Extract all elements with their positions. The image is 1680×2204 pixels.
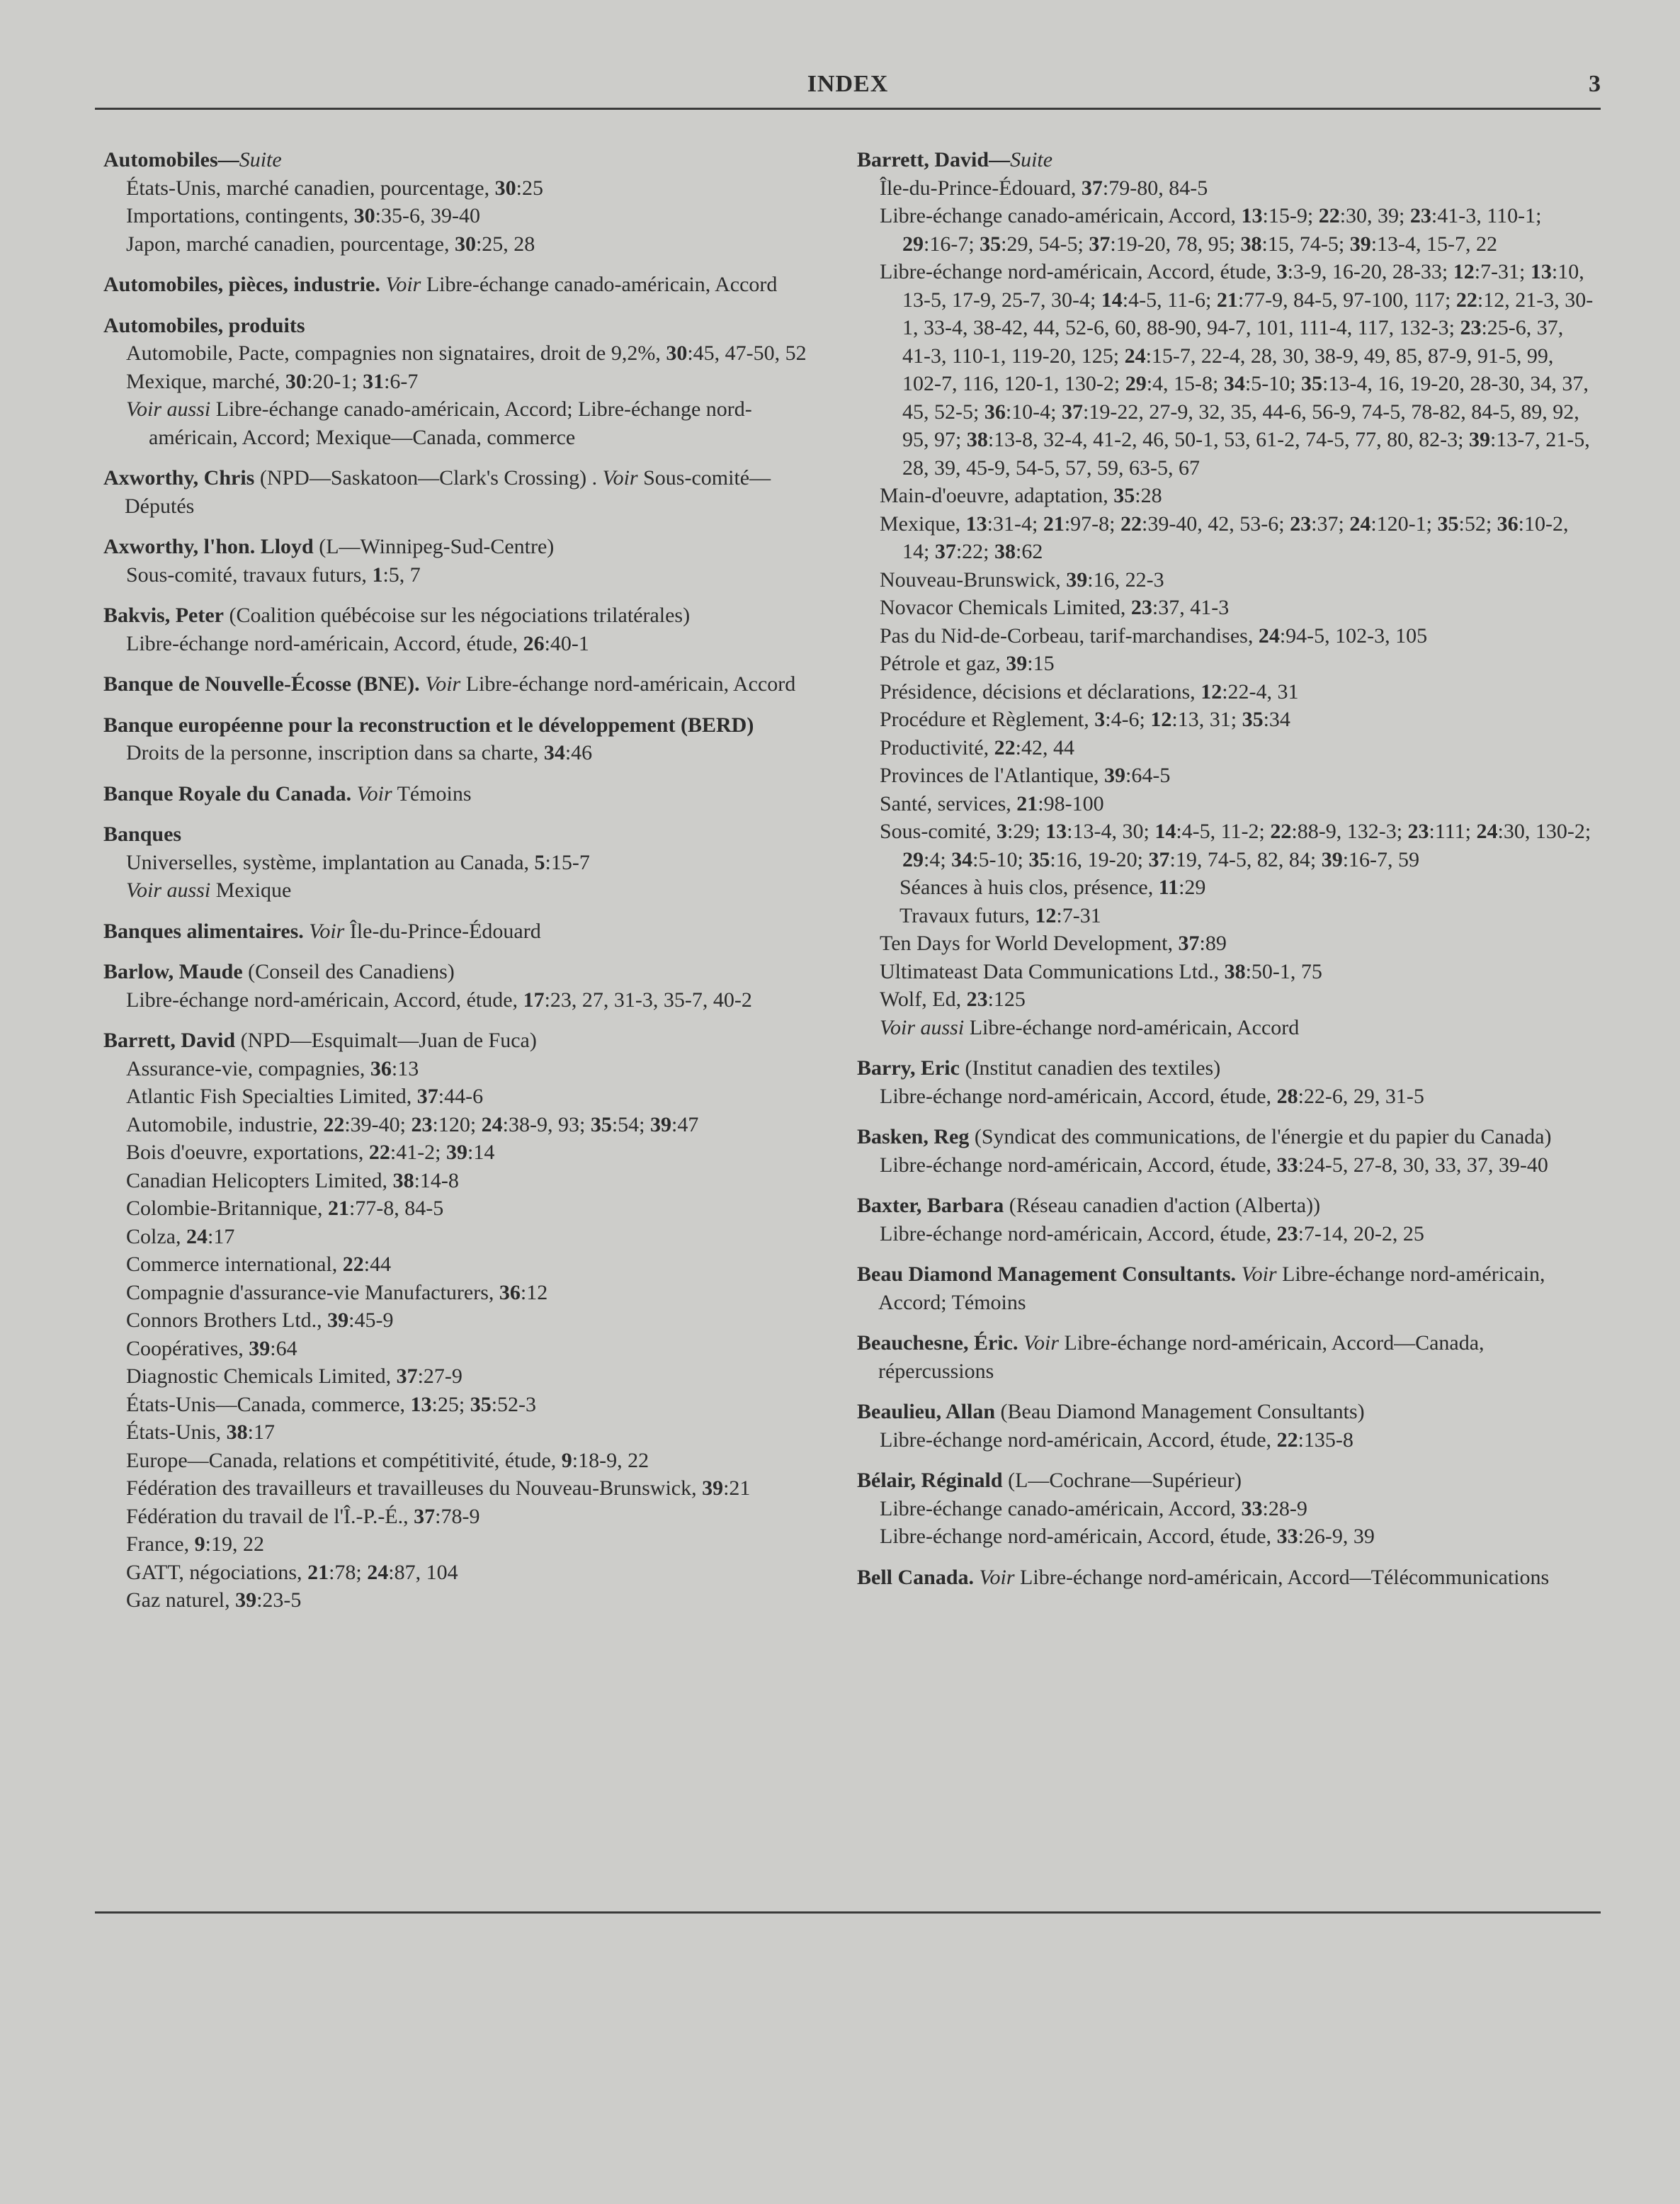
index-subentry: États-Unis, marché canadien, pourcentage, 30:25 xyxy=(126,176,543,200)
index-subentry: Voir aussi Libre-échange canado-américain, Accord; Libre-échange nord-américain, Accord; Mexique—Canada, commerce xyxy=(126,397,752,449)
index-entry-heading: Barrett, David—Suite xyxy=(857,148,1053,171)
index-entry xyxy=(857,1260,1594,1316)
index-entry xyxy=(103,271,833,299)
left-index-column xyxy=(103,146,833,1627)
index-subentry: Main-d'oeuvre, adaptation, 35:28 xyxy=(880,484,1162,507)
index-entry-heading: Barlow, Maude (Conseil des Canadiens) xyxy=(103,960,455,983)
index-entry xyxy=(857,1054,1594,1110)
index-subentry: Santé, services, 21:98-100 xyxy=(880,791,1104,815)
index-entry xyxy=(103,958,833,1014)
index-entry-heading: Barry, Eric (Institut canadien des textiles) xyxy=(857,1056,1221,1080)
index-subentry: Libre-échange canado-américain, Accord, 13:15-9; 22:30, 39; 23:41-3, 110-1; 29:16-7; 35:29, 54-5; 37:19-20, 78, 95; 38:15, 74-5; 39:13-4, 15-7, 22 xyxy=(880,204,1542,256)
index-entry-heading: Banques alimentaires. Voir Île-du-Prince-Édouard xyxy=(103,919,541,943)
index-entry-heading: Banque européenne pour la reconstruction et le développement (BERD) xyxy=(103,713,754,737)
index-entry xyxy=(103,464,833,520)
index-entry xyxy=(857,1564,1594,1592)
index-subentry: Présidence, décisions et déclarations, 12:22-4, 31 xyxy=(880,679,1299,703)
index-entry-heading: Bakvis, Peter (Coalition québécoise sur les négociations trilatérales) xyxy=(103,604,691,627)
index-subentry: Bois d'oeuvre, exportations, 22:41-2; 39:14 xyxy=(126,1141,495,1164)
index-subentry: Wolf, Ed, 23:125 xyxy=(880,988,1026,1011)
index-subentry: Procédure et Règlement, 3:4-6; 12:13, 31; 35:34 xyxy=(880,708,1290,731)
index-subentry: Universelles, système, implantation au Canada, 5:15-7 xyxy=(126,850,590,874)
index-subentry: Sous-comité, travaux futurs, 1:5, 7 xyxy=(126,563,421,587)
index-subentry: Sous-comité, 3:29; 13:13-4, 30; 14:4-5, 11-2; 22:88-9, 132-3; 23:111; 24:30, 130-2; 29:4; 34:5-10; 35:16, 19-20; 37:19, 74-5, 82, 84; 39:16-7, 59 xyxy=(880,820,1591,871)
index-subentry: Diagnostic Chemicals Limited, 37:27-9 xyxy=(126,1364,462,1388)
index-subentry: Libre-échange nord-américain, Accord, étude, 17:23, 27, 31-3, 35-7, 40-2 xyxy=(126,988,752,1012)
index-entry xyxy=(103,917,833,946)
index-entry-heading: Banques xyxy=(103,823,182,846)
index-entry-heading: Banque de Nouvelle-Écosse (BNE). Voir Libre-échange nord-américain, Accord xyxy=(103,672,796,696)
index-subentry: États-Unis, 38:17 xyxy=(126,1420,275,1444)
index-subentry: Automobile, industrie, 22:39-40; 23:120; 24:38-9, 93; 35:54; 39:47 xyxy=(126,1112,699,1136)
index-subentry: Productivité, 22:42, 44 xyxy=(880,735,1074,759)
index-subentry: Libre-échange nord-américain, Accord, étude, 23:7-14, 20-2, 25 xyxy=(880,1221,1424,1245)
index-entry-heading: Bell Canada. Voir Libre-échange nord-américain, Accord—Télécommunications xyxy=(857,1565,1550,1589)
index-entry xyxy=(857,1123,1594,1179)
index-subentry: Pas du Nid-de-Corbeau, tarif-marchandises, 24:94-5, 102-3, 105 xyxy=(880,623,1428,648)
index-entry xyxy=(103,312,833,452)
index-entry-heading: Beauchesne, Éric. Voir Libre-échange nord-américain, Accord—Canada, répercussions xyxy=(857,1331,1485,1383)
index-subentry: États-Unis—Canada, commerce, 13:25; 35:52-3 xyxy=(126,1392,537,1416)
index-subentry: Coopératives, 39:64 xyxy=(126,1336,297,1360)
right-index-column xyxy=(857,146,1594,1604)
index-subentry: Canadian Helicopters Limited, 38:14-8 xyxy=(126,1168,459,1192)
index-subentry: Île-du-Prince-Édouard, 37:79-80, 84-5 xyxy=(880,176,1208,200)
index-entry xyxy=(103,670,833,699)
index-subentry: Droits de la personne, inscription dans sa charte, 34:46 xyxy=(126,741,593,764)
index-entry xyxy=(103,820,833,905)
index-entry xyxy=(857,1398,1594,1454)
index-entry-heading: Beau Diamond Management Consultants. Voir Libre-échange nord-américain, Accord; Témoins xyxy=(857,1262,1545,1314)
index-entry xyxy=(857,146,1594,1041)
index-entry xyxy=(103,146,833,258)
index-subentry: Europe—Canada, relations et compétitivité, étude, 9:18-9, 22 xyxy=(126,1448,649,1472)
index-entry xyxy=(103,711,833,767)
index-subsubentry: Travaux futurs, 12:7-31 xyxy=(899,903,1101,927)
page-title: INDEX xyxy=(807,71,889,97)
index-subentry: Colombie-Britannique, 21:77-8, 84-5 xyxy=(126,1197,444,1220)
index-subentry: Mexique, marché, 30:20-1; 31:6-7 xyxy=(126,369,419,393)
index-subentry: Importations, contingents, 30:35-6, 39-40 xyxy=(126,204,480,227)
index-subentry: Libre-échange nord-américain, Accord, étude, 28:22-6, 29, 31-5 xyxy=(880,1084,1424,1108)
index-subentry: Commerce international, 22:44 xyxy=(126,1253,392,1276)
index-subentry: Gaz naturel, 39:23-5 xyxy=(126,1588,302,1612)
index-subentry: Japon, marché canadien, pourcentage, 30:25, 28 xyxy=(126,232,535,256)
index-entry-heading: Beaulieu, Allan (Beau Diamond Management Consultants) xyxy=(857,1400,1365,1423)
index-subentry: Assurance-vie, compagnies, 36:13 xyxy=(126,1056,419,1080)
index-entry-heading: Baxter, Barbara (Réseau canadien d'action (Alberta)) xyxy=(857,1194,1321,1217)
index-subentry: Ultimateast Data Communications Ltd., 38:50-1, 75 xyxy=(880,959,1322,983)
index-subentry: Pétrole et gaz, 39:15 xyxy=(880,652,1055,675)
index-entry-heading: Axworthy, l'hon. Lloyd (L—Winnipeg-Sud-Centre) xyxy=(103,535,555,558)
index-entry-heading: Axworthy, Chris (NPD—Saskatoon—Clark's Crossing) . Voir Sous-comité—Députés xyxy=(103,466,771,518)
index-subentry: Libre-échange canado-américain, Accord, 33:28-9 xyxy=(880,1496,1307,1520)
index-entry xyxy=(857,1329,1594,1385)
index-subentry: France, 9:19, 22 xyxy=(126,1532,264,1556)
index-entry xyxy=(103,533,833,589)
index-subentry: Libre-échange nord-américain, Accord, étude, 22:135-8 xyxy=(880,1428,1353,1452)
index-subentry: Mexique, 13:31-4; 21:97-8; 22:39-40, 42, 53-6; 23:37; 24:120-1; 35:52; 36:10-2, 14; 37:22; 38:62 xyxy=(880,512,1569,563)
index-subentry: Nouveau-Brunswick, 39:16, 22-3 xyxy=(880,567,1164,592)
index-subentry: Fédération des travailleurs et travailleuses du Nouveau-Brunswick, 39:21 xyxy=(126,1476,751,1500)
index-entry xyxy=(857,1192,1594,1248)
index-subentry: Provinces de l'Atlantique, 39:64-5 xyxy=(880,764,1171,787)
index-entry-heading: Banque Royale du Canada. Voir Témoins xyxy=(103,781,472,806)
index-subentry: Ten Days for World Development, 37:89 xyxy=(880,932,1227,955)
index-subentry: Colza, 24:17 xyxy=(126,1224,235,1248)
index-entry-heading: Basken, Reg (Syndicat des communications, de l'énergie et du papier du Canada) xyxy=(857,1125,1552,1148)
index-subsubentry: Séances à huis clos, présence, 11:29 xyxy=(899,876,1206,899)
index-subentry: Voir aussi Libre-échange nord-américain, Accord xyxy=(880,1015,1300,1039)
index-entry xyxy=(103,601,833,657)
index-entry xyxy=(857,1466,1594,1551)
footer-rule xyxy=(95,1911,1601,1914)
index-entry xyxy=(103,780,833,808)
index-subentry: Compagnie d'assurance-vie Manufacturers, 36:12 xyxy=(126,1280,548,1304)
index-subentry: Fédération du travail de l'Î.-P.-É., 37:78-9 xyxy=(126,1504,480,1528)
index-subentry: Libre-échange nord-américain, Accord, étude, 3:3-9, 16-20, 28-33; 12:7-31; 13:10, 13-5, 17-9, 25-7, 30-4; 14:4-5, 11-6; 21:77-9, 84-5, 97-100, 117; 22:12, 21-3, 30-1, 33-4, 38-42, 44, 52-6, 60, 88-90, 94-7, 101, 111-4, 117, 132-3; 23:25-6, 37, 41-3, 110-1, 119-20, 125; 24:15-7, 22-4, 28, 30, 38-9, 49, 85, 87-9, 91-5, 99, 102-7, 116, 120-1, 130-2; 29:4, 15-8; 34:5-10; 35:13-4, 16, 19-20, 28-30, 34, 37, 45, 52-5; 36:10-4; 37:19-22, 27-9, 32, 35, 44-6, 56-9, 74-5, 78-82, 84-5, 89, 92, 95, 97; 38:13-8, 32-4, 41-2, 46, 50-1, 53, 61-2, 74-5, 77, 80, 82-3; 39:13-7, 21-5, 28, 39, 45-9, 54-5, 57, 59, 63-5, 67 xyxy=(880,260,1594,480)
page-number: 3 xyxy=(1589,71,1601,97)
index-subentry: GATT, négociations, 21:78; 24:87, 104 xyxy=(126,1560,458,1584)
index-entry-heading: Automobiles, produits xyxy=(103,313,305,337)
index-entry-heading: Barrett, David (NPD—Esquimalt—Juan de Fuca) xyxy=(103,1029,537,1052)
index-subentry: Voir aussi Mexique xyxy=(126,878,292,902)
index-subentry: Libre-échange nord-américain, Accord, étude, 33:26-9, 39 xyxy=(880,1525,1375,1548)
index-subentry: Atlantic Fish Specialties Limited, 37:44-6 xyxy=(126,1085,484,1108)
page-header xyxy=(95,68,1601,110)
index-entry-heading: Bélair, Réginald (L—Cochrane—Supérieur) xyxy=(857,1469,1242,1492)
index-subentry: Novacor Chemicals Limited, 23:37, 41-3 xyxy=(880,596,1230,619)
index-entry xyxy=(103,1027,833,1615)
index-subentry: Libre-échange nord-américain, Accord, étude, 33:24-5, 27-8, 30, 33, 37, 39-40 xyxy=(880,1153,1548,1177)
index-entry-heading: Automobiles—Suite xyxy=(103,148,282,171)
index-subentry: Connors Brothers Ltd., 39:45-9 xyxy=(126,1309,394,1332)
index-subentry: Automobile, Pacte, compagnies non signataires, droit de 9,2%, 30:45, 47-50, 52 xyxy=(126,341,807,365)
index-entry-heading: Automobiles, pièces, industrie. Voir Libre-échange canado-américain, Accord xyxy=(103,273,778,296)
index-subentry: Libre-échange nord-américain, Accord, étude, 26:40-1 xyxy=(126,631,589,655)
